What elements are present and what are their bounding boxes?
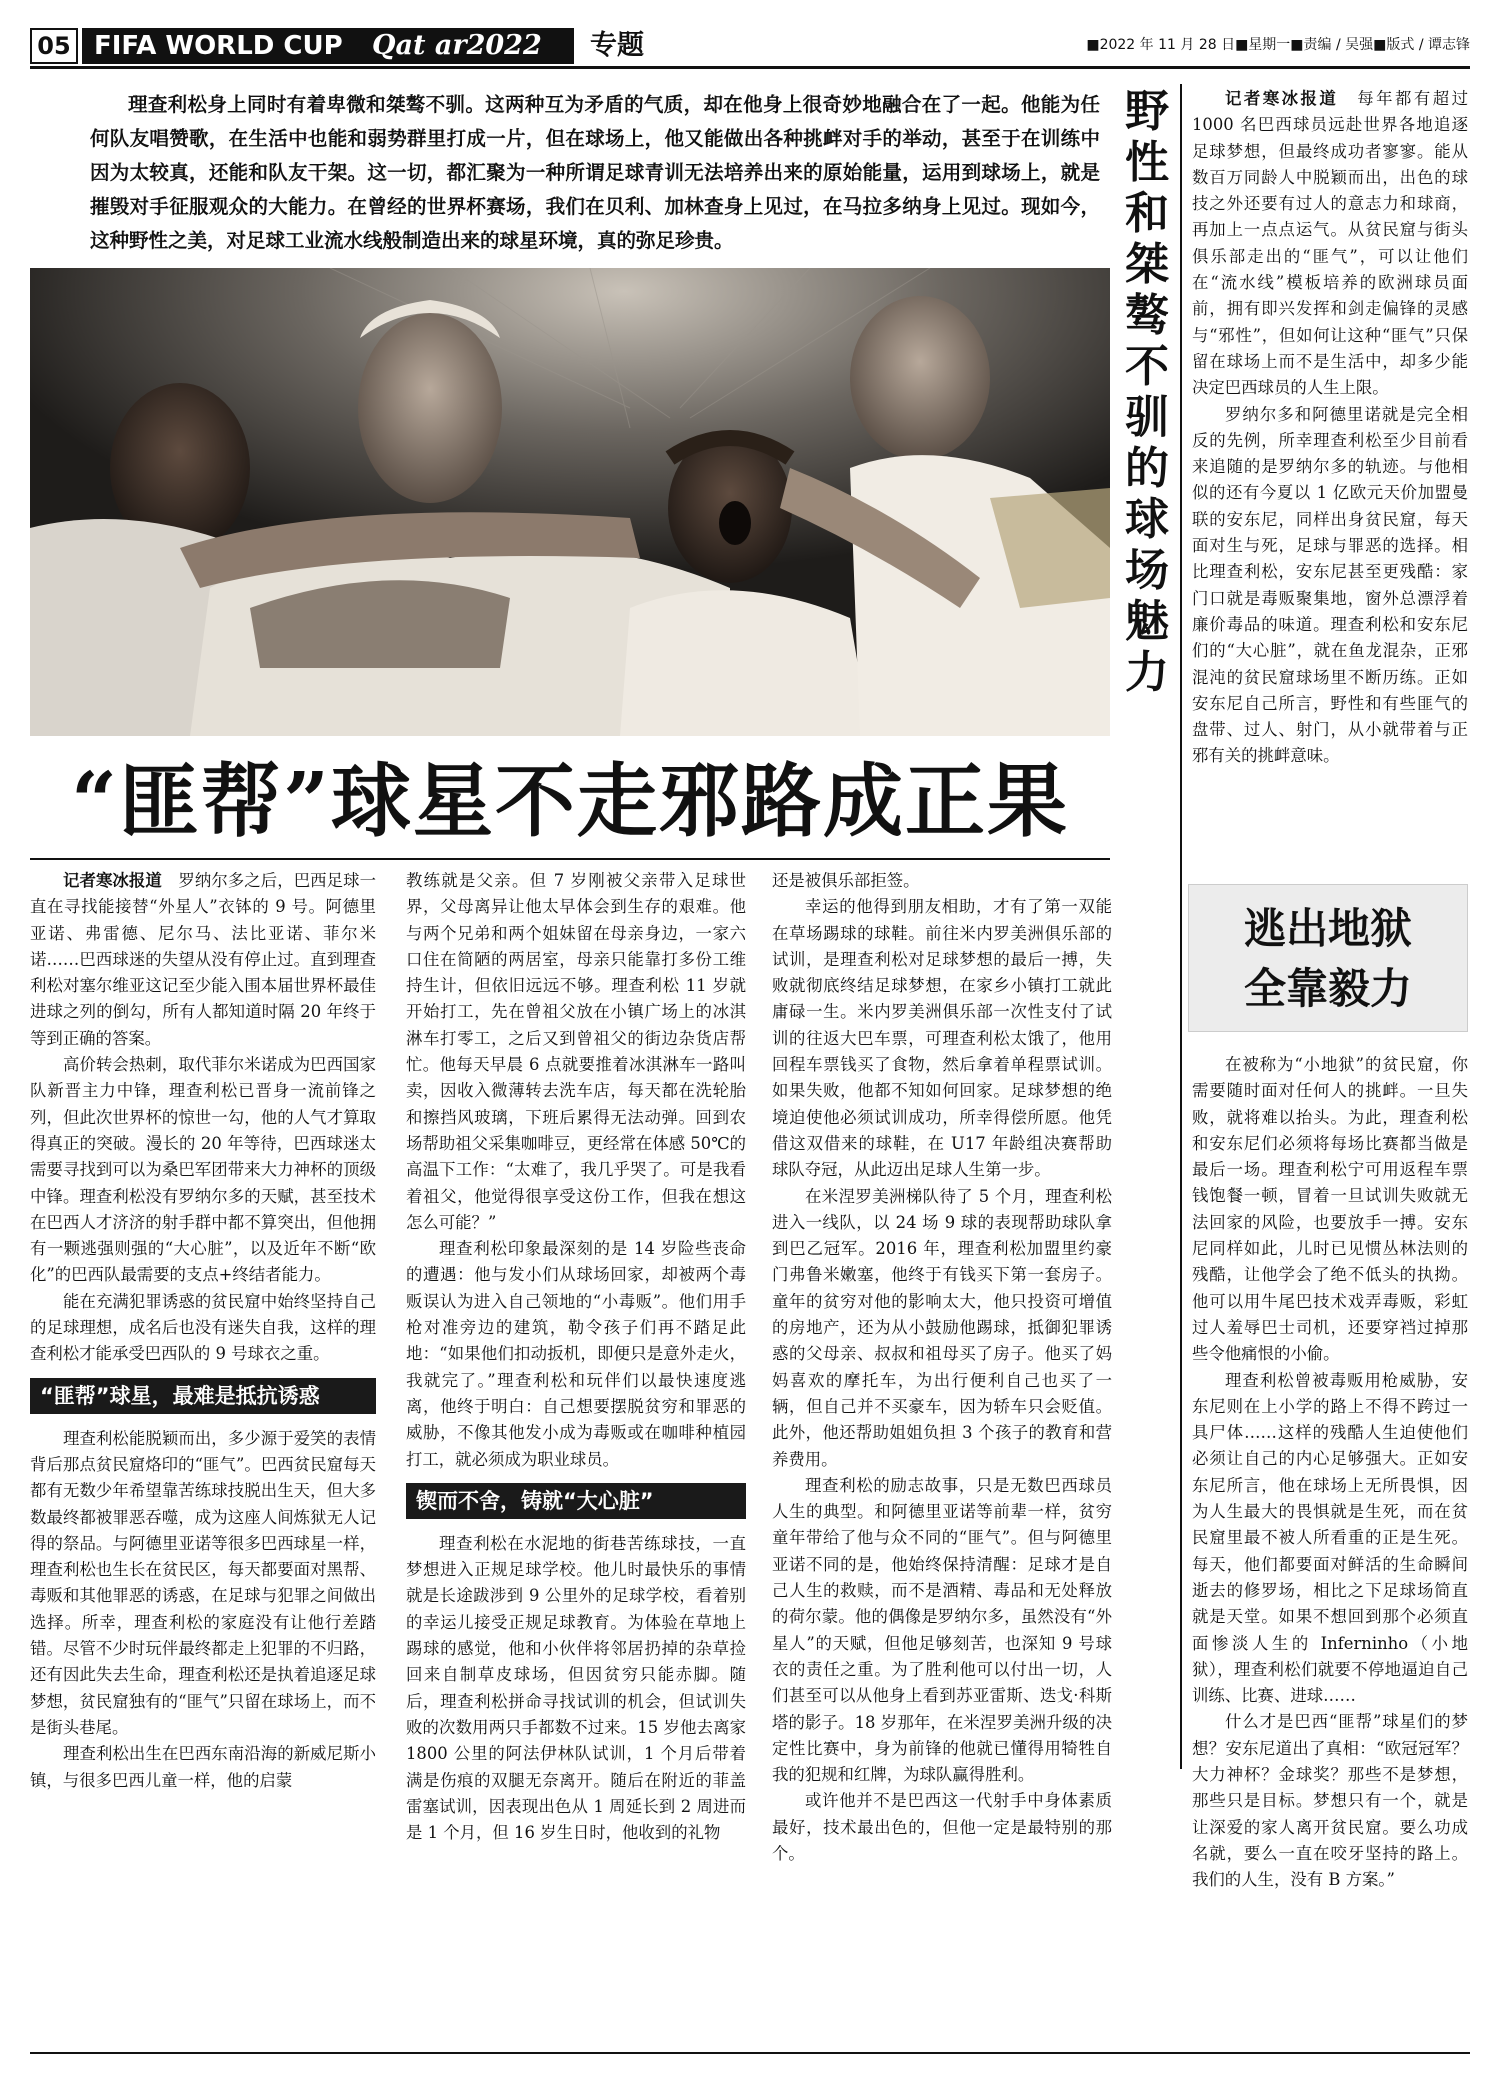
article-column-3 — [772, 868, 1112, 1867]
paragraph — [1192, 86, 1468, 402]
boxed-subheading-line2: 全靠毅力 — [1243, 964, 1412, 1013]
page-header — [30, 28, 1470, 64]
page-number: 05 — [30, 28, 78, 64]
paragraph: 理查利松的励志故事，只是无数巴西球员人生的典型。和阿德里亚诺等前辈一样，贫穷童年带给了他与众不同的“匪气”。但与阿德里亚诺不同的是，他始终保持清醒：足球才是自己人生的救赎，而不是酒精、毒品和无处释放的荷尔蒙。他的偶像是罗纳尔多，虽然没有“外星人”的天赋，但他足够刻苦，也深知 9 号球衣的责任之重。为了胜利他可以付出一切，人们甚至可以从他身上看到苏亚雷斯、迭戈·科斯塔的影子。18 岁那年，在米涅罗美洲升级的决定性比赛中，身为前锋的他就已懂得用犄牲自我的犯规和红牌，为球队赢得胜利。 — [772, 1475, 1112, 1785]
footer-rule — [30, 2052, 1470, 2054]
paragraph: 还是被俱乐部拒签。 — [772, 871, 920, 890]
celebration-photo — [30, 268, 1110, 736]
headline-rule — [30, 858, 1110, 860]
main-headline: “匪帮”球星不走邪路成正果 — [70, 754, 1070, 848]
article-column-2 — [406, 868, 746, 1846]
vertical-section-title: 野性和桀骜不驯的球场魅力 — [1125, 86, 1169, 698]
paragraph: 罗纳尔多和阿德里诺就是完全相反的先例，所幸理查利松至少目前看来追随的是罗纳尔多的轨迹。与他相似的还有今夏以 1 亿欧元天价加盟曼联的安东尼，同样出身贫民窟，每天面对生与死，足球与罪恶的选择。相比理查利松，安东尼甚至更残酷：家门口就是毒贩聚集地，窗外总漂浮着廉价毒品的味道。理查利松和安东尼们的“大心脏”，就在鱼龙混杂，正邪混沌的贫民窟球场里不断历练。正如安东尼自己所言，野性和有些匪气的盘带、过人、射门，从小就带着与正邪有关的挑衅意味。 — [1192, 404, 1468, 766]
boxed-subheading-line1: 逃出地狱 — [1243, 904, 1412, 953]
photo-illustration — [30, 268, 1110, 736]
paragraph-text: 每年都有超过 1000 名巴西球员远赴世界各地追逐足球梦想，但最终成功者寥寥。能从数百万同龄人中脱颖而出，出色的球技之外还要有过人的意志力和球商，再加上一点点运气。从贫民窟与街头俱乐部走出的“匪气”，可以让他们在“流水线”模板培养的欧洲球员面前，拥有即兴发挥和剑走偏锋的灵感与“邪性”，但如何让这种“匪气”只保留在球场上而不是生活中，却多少能决定巴西球员的人生上限。 — [1192, 89, 1469, 398]
subheading: “匪帮”球星，最难是抵抗诱惑 — [30, 1378, 376, 1414]
section-label: 专题 — [590, 30, 644, 61]
paragraph: 高价转会热刺，取代菲尔米诺成为巴西国家队新晋主力中锋，理查利松已晋身一流前锋之列，但此次世界杯的惊世一勾，他的人气才算取得真正的突破。漫长的 20 年等待，巴西球迷太需要寻找到可以为桑巴军团带来大力神杯的顶级中锋。理查利松没有罗纳尔多的天赋，甚至技术在巴西人才济济的射手群中都不算突出，但他拥有一颗逃强则强的“大心脏”，以及近年不断“欧化”的巴西队最需要的支点+终结者能力。 — [30, 1055, 376, 1285]
paragraph-text: 罗纳尔多之后，巴西足球一直在寻找能接替“外星人”衣钵的 9 号。阿德里亚诺、弗雷德、尼尔马、法比亚诺、菲尔米诺……巴西球迷的失望从没有停止过。直到理查利松对塞尔维亚这记至少能入围本届世界杯最佳进球之列的倒勾，所有人都知道时隔 20 年终于等到正确的答案。 — [30, 871, 377, 1048]
paragraph — [30, 868, 376, 1052]
column-divider — [1180, 84, 1182, 1769]
paragraph: 或许他并不是巴西这一代射手中身体素质最好，技术最出色的，但他一定是最特别的那个。 — [772, 1791, 1112, 1863]
paragraph: 幸运的他得到朋友相助，才有了第一双能在草场踢球的球鞋。前往米内罗美洲俱乐部的试训，是理查利松对足球梦想的最后一搏，失败就彻底终结足球梦想，在家乡小镇打工就此庸碌一生。米内罗美洲俱乐部一次性支付了试训的往返大巴车票，可理查利松太饿了，他用回程车票钱买了食物，然后拿着单程票试训。如果失败，他都不知如何回家。足球梦想的绝境迫使他必须试训成功，所幸得偿所愿。他凭借这双借来的球鞋，在 U17 年龄组决赛帮助球队夺冠，从此迈出足球人生第一步。 — [772, 897, 1112, 1180]
paragraph: 在米涅罗美洲梯队待了 5 个月，理查利松进入一线队，以 24 场 9 球的表现帮助球队拿到巴乙冠军。2016 年，理查利松加盟里约豪门弗鲁米嫩塞，他终于有钱买下第一套房子。童年的贫穷对他的影响太大，他只投资可增值的房地产，还为从小鼓励他踢球，抵御犯罪诱惑的父母亲、叔叔和祖母买了房子。他买了妈妈喜欢的摩托车，为出行便利自己也买了一辆，但自己并不买豪车，因为轿车只会贬值。此外，他还帮助姐姐负担 3 个孩子的教育和营养费用。 — [772, 1186, 1112, 1469]
lead-paragraph: 理查利松身上同时有着卑微和桀骜不驯。这两种互为矛盾的气质，却在他身上很奇妙地融合在了一起。他能为任何队友唱赞歌，在生活中也能和弱势群里打成一片，但在球场上，他又能做出各种挑衅对手的举动，甚至于在训练中因为太较真，还能和队友干架。这一切，都汇聚为一种所谓足球青训无法培养出来的原始能量，运用到球场上，就是摧毁对手征服观众的大能力。在曾经的世界杯赛场，我们在贝利、加林查身上见过，在马拉多纳身上见过。现如今，这种野性之美，对足球工业流水线般制造出来的球星环境，真的弥足珍贵。 — [90, 93, 1100, 252]
world-cup-banner — [82, 28, 574, 64]
event-title: FIFA WORLD CUP — [94, 31, 343, 61]
paragraph: 理查利松印象最深刻的是 14 岁险些丧命的遭遇：他与发小们从球场回家，却被两个毒贩误认为进入自己领地的“小毒贩”。他们用手枪对准旁边的建筑，勒令孩子们再不踏足此地：“如果他们扣动扳机，即便只是意外走火，我就完了。”理查利松和玩伴们以最快速度逃离，他终于明白：自己想要摆脱贫穷和罪恶的威胁，不像其他发小成为毒贩或在咖啡种植园打工，就必须成为职业球员。 — [406, 1239, 746, 1469]
sidebar-article-continued — [1192, 1052, 1468, 1894]
article-column-1 — [30, 868, 376, 1794]
header-rule — [30, 66, 1470, 69]
paragraph: 理查利松曾被毒贩用枪威胁，安东尼则在上小学的路上不得不跨过一具尸体……这样的残酷人生迫使他们必须让自己的内心足够强大。正如安东尼所言，他在球场上无所畏惧，因为人生最大的畏惧就是生死，而在贫民窟里最不被人所看重的正是生死。每天，他们都要面对鲜活的生命瞬间逝去的修罗场，相比之下足球场简直就是天堂。如果不想回到那个必须直面惨淡人生的 Inferninho（小地狱），理查利松们就要不停地逼迫自己训练、比赛、进球…… — [1192, 1370, 1468, 1706]
paragraph: 理查利松能脱颖而出，多少源于爱笑的表情背后那点贫民窟烙印的“匪气”。巴西贫民窟每天都有无数少年希望靠苦练球技脱出生天，但大多数最终都被罪恶吞噬，成为这座人间炼狱无人记得的祭品。与阿德里亚诺等很多巴西球星一样，理查利松也生长在贫民区，每天都要面对黑帮、毒贩和其他罪恶的诱惑，在足球与犯罪之间做出选择。所幸，理查利松的家庭没有让他行差踏错。尽管不少时玩伴最终都走上犯罪的不归路，还有因此失去生命，理查利松还是执着追逐足球梦想，贫民窟独有的“匪气”只留在球场上，而不是街头巷尾。 — [30, 1428, 376, 1737]
byline: 记者寒冰报道 — [1225, 89, 1339, 108]
paragraph: 理查利松在水泥地的街巷苦练球技，一直梦想进入正规足球学校。他儿时最快乐的事情就是长途跋涉到 9 公里外的足球学校，看着别的幸运儿接受正规足球教育。为体验在草地上踢球的感觉，他和小伙伴将邻居扔掉的杂草捡回来自制草皮球场，但因贫穷只能赤脚。随后，理查利松拼命寻找试训的机会，但试训失败的次数用两只手都数不过来。15 岁他去离家 1800 公里的阿法伊林队试训，1 个月后带着满是伤痕的双腿无奈离开。随后在附近的菲盖雷塞试训，因表现出色从 1 周延长到 2 周进而是 1 个月，但 16 岁生日时，他收到的礼物 — [406, 1533, 746, 1843]
sidebar-article — [1192, 86, 1468, 770]
paragraph: 能在充满犯罪诱惑的贫民窟中始终坚持自己的足球理想，成名后也没有迷失自我，这样的理查利松才能承受巴西队的 9 号球衣之重。 — [30, 1291, 376, 1364]
paragraph: 在被称为“小地狱”的贫民窟，你需要随时面对任何人的挑衅。一旦失败，就将难以抬头。为此，理查利松和安东尼们必须将每场比赛都当做是最后一场。理查利松宁可用返程车票钱饱餐一顿，冒着一旦试训失败就无法回家的风险，也要放手一搏。安东尼同样如此，儿时已见惯丛林法则的残酷，让他学会了绝不低头的执拗。他可以用牛尾巴技术戏弄毒贩，彩虹过人羞辱巴士司机，还要穿裆过掉那些令他痛恨的小偷。 — [1192, 1055, 1468, 1364]
event-logo-text: Qat ar2022 — [372, 30, 542, 61]
byline: 记者寒冰报道 — [63, 871, 162, 890]
paragraph: 教练就是父亲。但 7 岁刚被父亲带入足球世界，父母离异让他太早体会到生存的艰难。他与两个兄弟和两个姐妹留在母亲身边，一家六口住在简陋的两居室，母亲只能靠打多份工维持生计，但依旧远远不够。理查利松 11 岁就开始打工，先在曾祖父放在小镇广场上的冰淇淋车打零工，之后又到曾祖父的街边杂货店帮忙。他每天早晨 6 点就要推着冰淇淋车一路叫卖，因收入微薄转去洗车店，每天都在洗轮胎和擦挡风玻璃，下班后累得无法动弹。回到农场帮助祖父采集咖啡豆，更经常在体感 50℃的高温下工作：“太难了，我几乎哭了。可是我看着祖父，他觉得很享受这份工作，但我在想这怎么可能？” — [406, 871, 746, 1232]
paragraph: 理查利松出生在巴西东南沿海的新威尼斯小镇，与很多巴西儿童一样，他的启蒙 — [30, 1744, 376, 1790]
boxed-subheading — [1188, 884, 1468, 1032]
subheading: 锲而不舍，铸就“大心脏” — [406, 1483, 746, 1519]
issue-meta: ■2022 年 11 月 28 日■星期一■责编 / 吴强■版式 / 谭志锋 — [1086, 37, 1470, 53]
paragraph: 什么才是巴西“匪帮”球星们的梦想？安东尼道出了真相：“欧冠冠军？大力神杯？金球奖？那些不是梦想，那些只是目标。梦想只有一个，就是让深爱的家人离开贫民窟。要么功成名就，要么一直在咬牙坚持的路上。我们的人生，没有 B 方案。” — [1192, 1712, 1468, 1890]
